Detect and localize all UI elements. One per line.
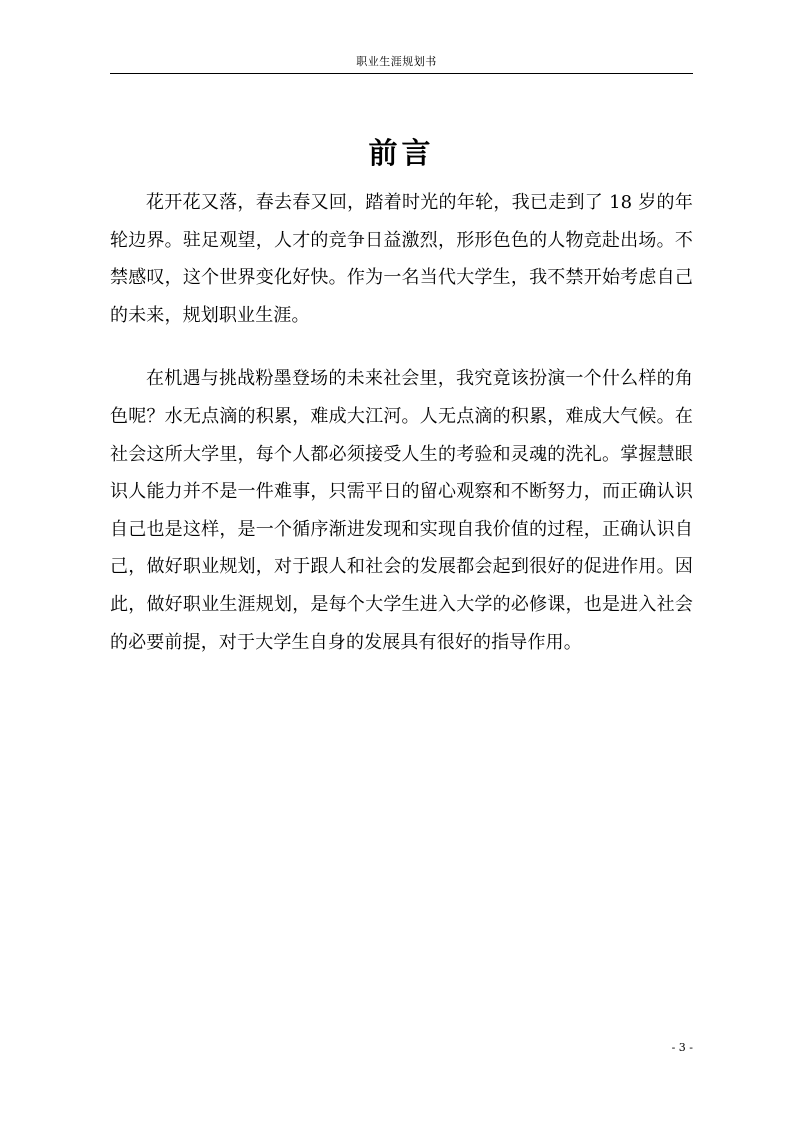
header-divider	[110, 73, 693, 74]
paragraph-2: 在机遇与挑战粉墨登场的未来社会里，我究竟该扮演一个什么样的角色呢？水无点滴的积累，难成大江河。人无点滴的积累，难成大气候。在社会这所大学里，每个人都必须接受人生的考验和灵魂的洗礼。掌握慧眼识人能力并不是一件难事，只需平日的留心观察和不断努力，而正确认识自己也是这样，是一个循序渐进发现和实现自我价值的过程，正确认识自己，做好职业规划，对于跟人和社会的发展都会起到很好的促进作用。因此，做好职业生涯规划，是每个大学生进入大学的必修课，也是进入社会的必要前提，对于大学生自身的发展具有很好的指导作用。	[110, 368, 693, 653]
page-title: 前言	[368, 136, 435, 171]
paragraph-1: 花开花又落，春去春又回，踏着时光的年轮，我已走到了 18 岁的年轮边界。驻足观望，人才的竞争日益激烈，形形色色的人物竞赴出场。不禁感叹，这个世界变化好快。作为一名当代大学生，我不禁开始考虑自己的未来，规划职业生涯。	[110, 192, 693, 326]
running-header: 职业生涯规划书	[356, 55, 437, 68]
page-number: - 3 -	[671, 1041, 693, 1054]
body-text	[110, 184, 693, 687]
